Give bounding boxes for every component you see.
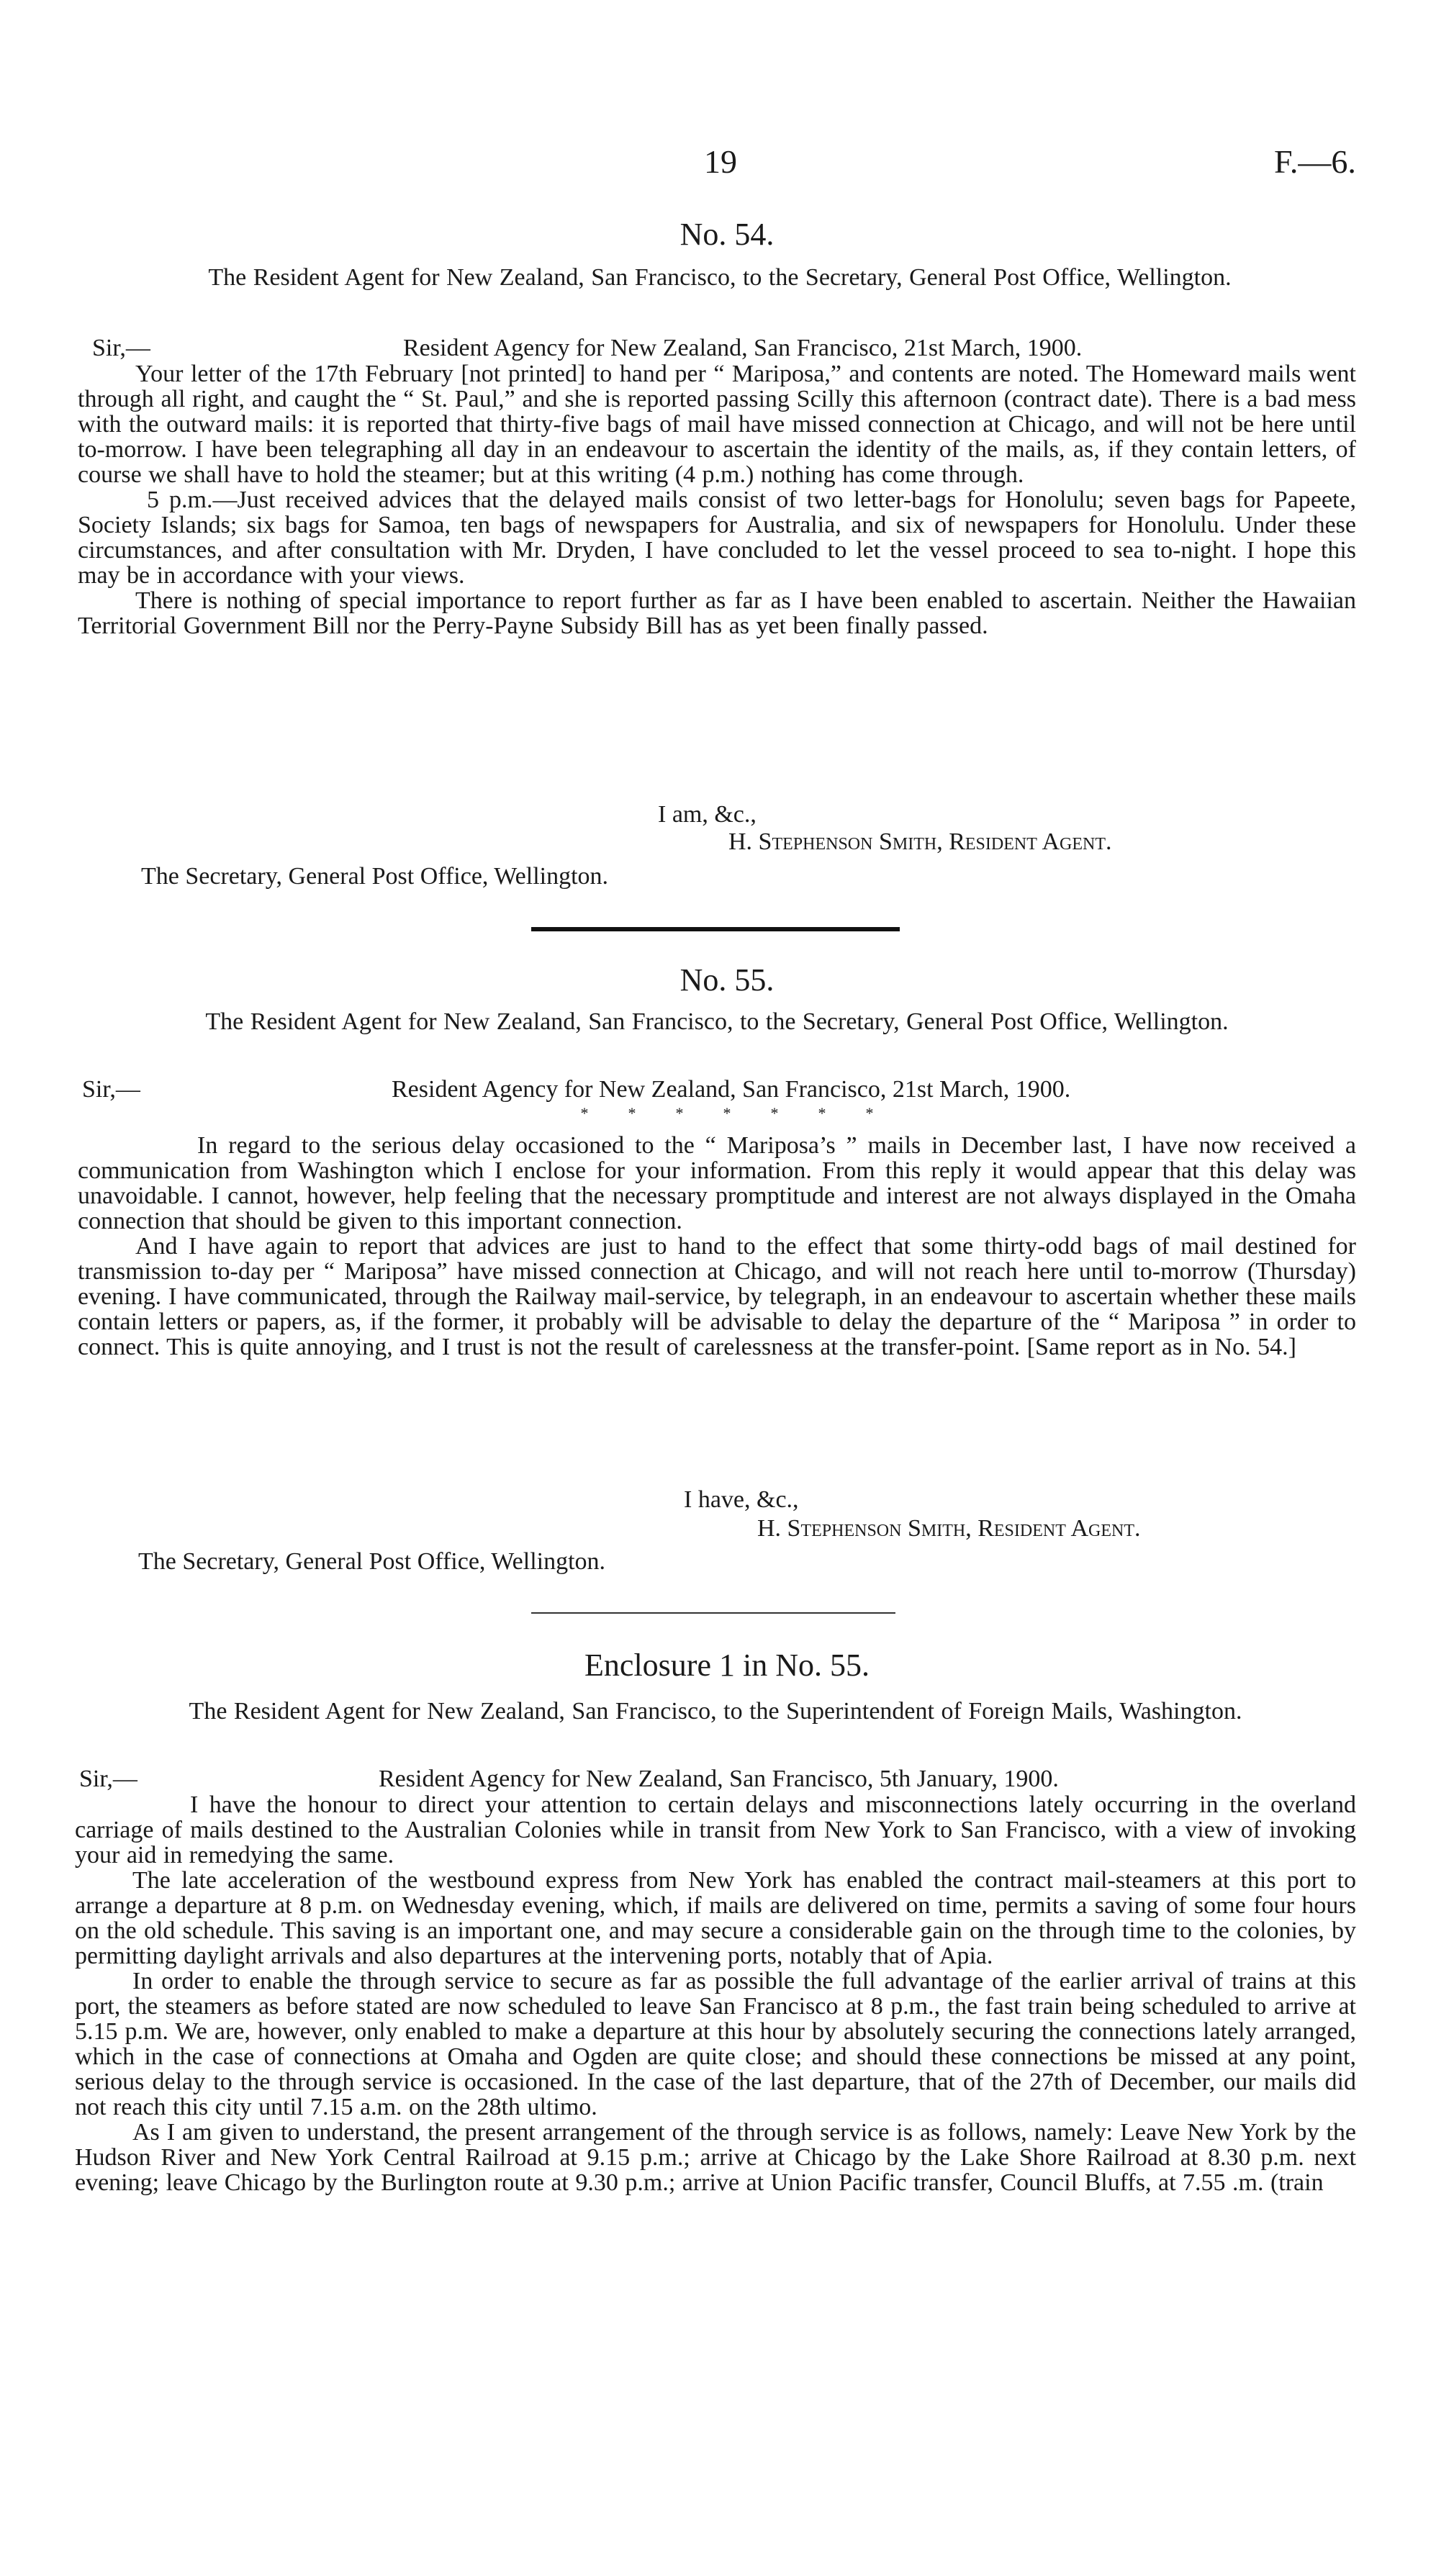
enclosure-paragraph-4: As I am given to understand, the present arrangement of the through service is as follows, namely: Leave New York by the Hudson River and New York Central Railroad at 9.15 p.m.; arrive at Chicago by the Lake Shore Railroad at 8.30 p.m. next evening; leave Chicago by the Burlington route at 9.30 p.m.; arrive at Union Pacific transfer, Council Bluffs, at 7.55 .m. (train [75,2119,1356,2196]
no55-addressee: The Secretary, General Post Office, Wellington. [138,1548,606,1575]
no54-paragraph-3: There is nothing of special importance to report further as far as I have been enabled to ascertain. Neither the Hawaiian Territorial Government Bill nor the Perry-Payne Subsidy Bill has as yet been finally passed. [78,587,1356,639]
page-number: 19 [704,143,737,180]
no55-body [78,1133,1356,1360]
document-reference: F.—6. [1274,143,1356,180]
no55-paragraph-1: In regard to the serious delay occasioned to the “ Mariposa’s ” mails in December last, I have now received a communication from Washington which I enclose for your information. From this reply it would appear that this delay was unavoidable. I cannot, however, help feeling that the necessary promptitude and interest are not always displayed in the Omaha connection that should be given to this important connection. [78,1132,1356,1234]
no54-signature: H. Stephenson Smith, Resident Agent. [728,828,1112,855]
no55-closing: I have, &c., [684,1486,799,1513]
no54-salutation: Sir,— [92,335,150,361]
no54-heading: The Resident Agent for New Zealand, San Francisco, to the Secretary, General Post Office, Wellington. [208,264,1232,291]
section-title-no55: No. 55. [679,962,775,998]
no55-heading: The Resident Agent for New Zealand, San Francisco, to the Secretary, General Post Office, Wellington. [205,1008,1229,1035]
no55-signature: H. Stephenson Smith, Resident Agent. [757,1515,1141,1542]
no54-body [78,361,1356,638]
section-divider-thin [531,1612,895,1614]
no54-paragraph-2: 5 p.m.—Just received advices that the delayed mails consist of two letter-bags for Honolulu; seven bags for Papeete, Society Islands; six bags for Samoa, ten bags of newspapers for Australia, and six of newspapers for Honolulu. Under these circumstances, and after consultation with Mr. Dryden, I have concluded to let the vessel proceed to sea to-night. I hope this may be in accordance with your views. [78,487,1356,589]
no55-paragraph-2: And I have again to report that advices are just to hand to the effect that some thirty-odd bags of mail destined for transmission to-day per “ Mariposa” have missed connection at Chicago, and will not reach here until to-morrow (Thursday) evening. I have communicated, through the Railway mail-service, by telegraph, in an endeavour to ascertain whether these mails contain letters or papers, as, if the former, it probably will be advisable to delay the departure of the “ Mariposa ” in order to connect. This is quite annoying, and I trust is not the result of carelessness at the transfer-point. [Same report as in No. 54.] [78,1233,1356,1360]
no54-dateline: Resident Agency for New Zealand, San Francisco, 21st March, 1900. [403,335,1083,361]
enclosure-salutation: Sir,— [79,1766,137,1792]
no55-omission-marks: * * * * * * * [580,1104,874,1122]
section-title-no54: No. 54. [679,217,775,252]
enclosure-paragraph-3: In order to enable the through service to secure as far as possible the full advantage of the earlier arrival of trains at this port, the steamers as before stated are now scheduled to leave San Francisco at 8 p.m., the fast train being scheduled to arrive at 5.15 p.m. We are, however, only enabled to make a departure at this hour by absolutely securing the connections lately arranged, which in the case of connections at Omaha and Ogden are quite close; and should these connections be missed at any point, serious delay to the through service is occasioned. In the case of the last departure, that of the 27th of December, our mails did not reach this city until 7.15 a.m. on the 28th ultimo. [75,1968,1356,2120]
no54-closing: I am, &c., [658,801,757,828]
section-divider-thick [531,927,900,931]
no55-dateline: Resident Agency for New Zealand, San Francisco, 21st March, 1900. [392,1076,1071,1103]
enclosure-dateline: Resident Agency for New Zealand, San Francisco, 5th January, 1900. [379,1766,1059,1792]
enclosure-paragraph-2: The late acceleration of the westbound express from New York has enabled the contract mail-steamers at this port to arrange a departure at 8 p.m. on Wednesday evening, which, if mails are delivered on time, permits a saving of some four hours on the old schedule. This saving is an important one, and may secure a considerable gain on the through time to the colonies, by permitting daylight arrivals and also departures at the intervening ports, notably that of Apia. [75,1867,1356,1969]
no55-salutation: Sir,— [82,1076,140,1103]
enclosure-body [75,1792,1356,2195]
section-title-enclosure: Enclosure 1 in No. 55. [584,1648,870,1683]
no54-paragraph-1: Your letter of the 17th February [not printed] to hand per “ Mariposa,” and contents are noted. The Homeward mails went through all right, and caught the “ St. Paul,” and she is reported passing Scilly this afternoon (contract date). There is a bad mess with the outward mails: it is reported that thirty-five bags of mail have missed connection at Chicago, and will not be here until to-morrow. I have been telegraphing all day in an endeavour to ascertain the identity of the mails, as, if they contain letters, of course we shall have to hold the steamer; but at this writing (4 p.m.) nothing has come through. [78,361,1356,488]
enclosure-paragraph-1: I have the honour to direct your attention to certain delays and misconnections lately occurring in the overland carriage of mails destined to the Australian Colonies while in transit from New York to San Francisco, with a view of invoking your aid in remedying the same. [75,1791,1356,1868]
no54-addressee: The Secretary, General Post Office, Wellington. [141,863,609,890]
enclosure-heading: The Resident Agent for New Zealand, San Francisco, to the Superintendent of Foreign Mails, Washington. [189,1698,1242,1725]
